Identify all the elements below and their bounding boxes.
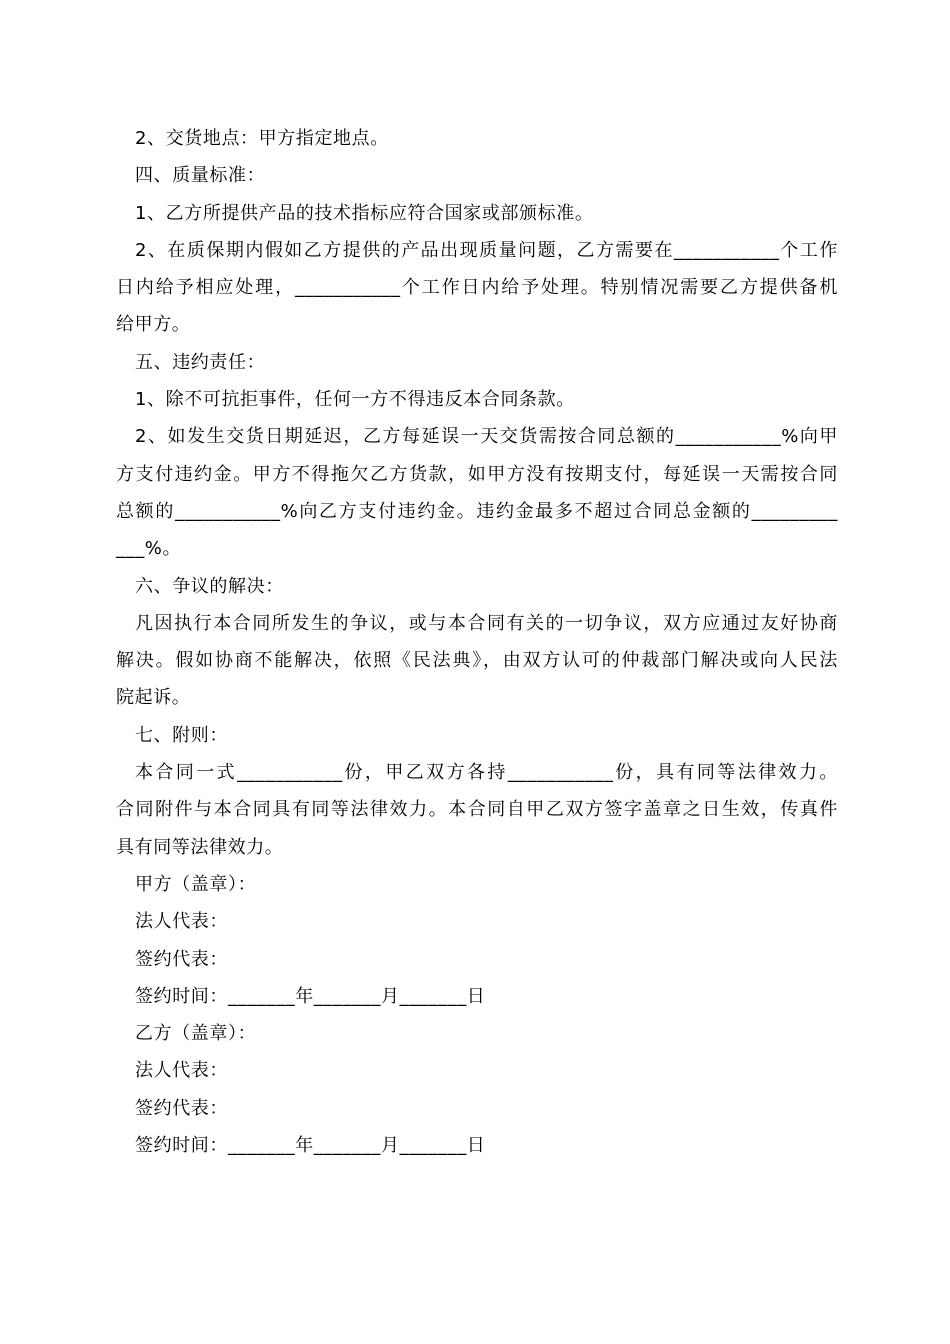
contract-body [116,120,838,1164]
party-a-signing-rep-label: 签约代表： [135,948,228,970]
quality-clause-2-line-2: 日内给予相应处理，___________个工作日内给予处理。特别情况需要乙方提供备机 [116,277,838,299]
dispute-clause-line-2: 解决。假如协商不能解决，依照《民法典》，由双方认可的仲裁部门解决或向人民法 [116,650,838,672]
supplementary-clause-line-1: 本合同一式___________份，甲乙双方各持___________份，具有同等法律效力。 [135,762,838,784]
party-a-legal-rep-label: 法人代表： [135,911,228,933]
party-b-signing-rep-label: 签约代表： [135,1097,228,1119]
supplementary-clause-line-2: 合同附件与本合同具有同等法律效力。本合同自甲乙双方签字盖章之日生效，传真件 [116,799,838,821]
supplementary-heading: 七、附则： [135,724,228,746]
dispute-clause-line-3: 院起诉。 [116,687,191,709]
liability-heading: 五、违约责任： [135,351,266,373]
liability-clause-1: 1、除不可抗拒事件，任何一方不得违反本合同条款。 [135,389,575,411]
party-b-signing-date: 签约时间：_______年_______月_______日 [135,1135,486,1157]
liability-clause-2-line-3: 总额的___________%向乙方支付违约金。违约金最多不超过合同总金额的_________ [116,500,838,522]
liability-clause-2-line-4: ___%。 [116,538,182,560]
party-a-seal-label: 甲方（盖章）： [135,873,257,895]
supplementary-clause-line-3: 具有同等法律效力。 [116,836,284,858]
quality-clause-1: 1、乙方所提供产品的技术指标应符合国家或部颁标准。 [135,202,594,224]
quality-clause-2-line-1: 2、在质保期内假如乙方提供的产品出现质量问题，乙方需要在___________个工作 [135,239,838,261]
quality-standard-heading: 四、质量标准： [135,165,266,187]
liability-clause-2-line-2: 方支付违约金。甲方不得拖欠乙方货款，如甲方没有按期支付，每延误一天需按合同 [116,463,838,485]
liability-clause-2-line-1: 2、如发生交货日期延迟，乙方每延误一天交货需按合同总额的___________%向甲 [135,426,838,448]
party-b-legal-rep-label: 法人代表： [135,1060,228,1082]
party-b-seal-label: 乙方（盖章）： [135,1023,257,1045]
party-a-signing-date: 签约时间：_______年_______月_______日 [135,985,486,1007]
dispute-clause-line-1: 凡因执行本合同所发生的争议，或与本合同有关的一切争议，双方应通过友好协商 [135,612,838,634]
dispute-heading: 六、争议的解决： [135,575,284,597]
delivery-location-clause: 2、交货地点：甲方指定地点。 [135,128,389,149]
quality-clause-2-line-3: 给甲方。 [116,314,191,336]
